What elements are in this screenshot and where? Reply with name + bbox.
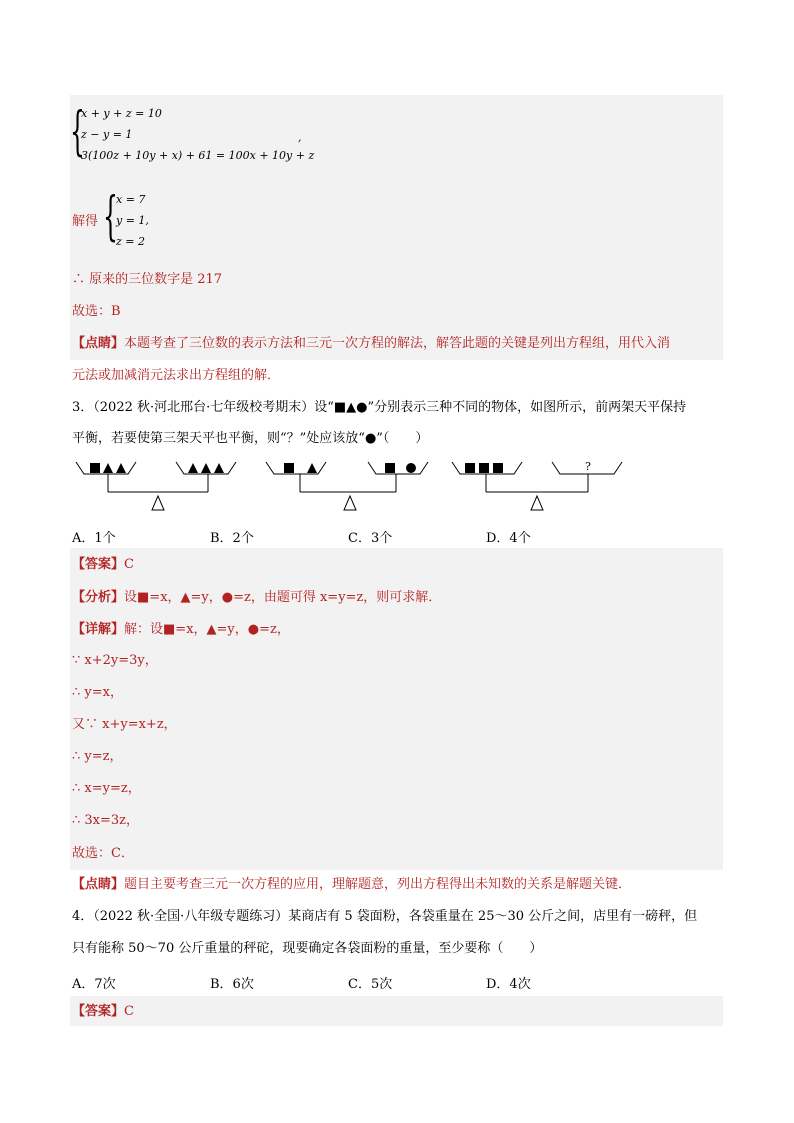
dianjing-text: 题目主要考查三元一次方程的应用，理解题意，列出方程得出未知数的关系是解题关键． — [124, 877, 632, 892]
square-shape — [465, 463, 475, 473]
analysis-line — [72, 590, 441, 606]
step-line: ∴ y=z， — [72, 749, 123, 764]
dianjing-text: 本题考查了三位数的表示方法和三元一次方程的解法，解答此题的关键是列出方程组，用代入消 — [124, 336, 671, 351]
dianjing-line-2: 元法或加减消元法求出方程组的解． — [72, 368, 281, 383]
solution-shade-top — [70, 95, 723, 360]
option-b[interactable]: B．6次 — [210, 977, 254, 992]
answer-line — [72, 557, 134, 573]
option-d[interactable]: D．4个 — [486, 531, 531, 546]
answer-value: C — [124, 1004, 134, 1019]
circle-shape — [406, 463, 416, 473]
step-line: ∴ y=x， — [72, 685, 123, 700]
equation-tail: , — [298, 131, 302, 144]
question-3-line-1: 3．（2022 秋·河北邢台·七年级校考期末）设“■▲●”分别表示三种不同的物体，如图所示，前两架天平保持 — [72, 400, 687, 415]
square-shape — [479, 463, 489, 473]
answer-value: C — [124, 557, 134, 572]
solve-label: 解得 — [72, 214, 99, 229]
solution-shade-q4 — [70, 996, 723, 1026]
question-4-line-2: 只有能称 50～70 公斤重量的秤砣，现要确定各袋面粉的重量，至少要称（ ） — [72, 941, 543, 956]
balance-scale-1 — [76, 462, 236, 510]
triangle-shape — [188, 463, 198, 473]
balance-scales-figure — [70, 458, 630, 520]
choose-line-c: 故选：C． — [72, 846, 134, 861]
left-brace: { — [70, 102, 85, 162]
result-line: ∴ 原来的三位数字是 217 — [72, 272, 223, 287]
dianjing-line-q3 — [72, 877, 631, 893]
equation-line: y = 1, — [116, 214, 149, 227]
triangle-shape — [214, 463, 224, 473]
question-mark: ? — [585, 460, 591, 473]
triangle-shape — [116, 463, 126, 473]
analysis-tag: 【分析】 — [72, 590, 125, 605]
dianjing-tag: 【点睛】 — [72, 336, 125, 351]
choose-line: 故选：B — [72, 304, 121, 319]
square-shape — [90, 463, 100, 473]
question-3-line-2: 平衡，若要使第三架天平也平衡，则“？”处应该放“●”（ ） — [72, 431, 429, 446]
option-c[interactable]: C．3个 — [348, 531, 393, 546]
triangle-shape — [103, 463, 113, 473]
question-4-line-1: 4．（2022 秋·全国·八年级专题练习）某商店有 5 袋面粉，各袋重量在 25～30 公斤之间，店里有一磅秤，但 — [72, 909, 698, 924]
balance-scale-2 — [266, 462, 428, 510]
detail-text: 解：设■=x，▲=y，●=z， — [124, 622, 290, 637]
option-a[interactable]: A．1个 — [72, 531, 116, 546]
equation-line: 3(100z + 10y + x) + 61 = 100x + 10y + z — [81, 149, 315, 162]
equation-line: x = 7 — [116, 193, 146, 206]
option-c[interactable]: C．5次 — [348, 977, 393, 992]
dianjing-tag: 【点睛】 — [72, 877, 125, 892]
step-line: ∴ x=y=z， — [72, 781, 141, 796]
balance-scale-3 — [452, 460, 622, 510]
step-line: ∵ x+2y=3y， — [72, 653, 158, 668]
option-a[interactable]: A．7次 — [72, 977, 116, 992]
step-line: ∴ 3x=3z， — [72, 813, 140, 828]
option-b[interactable]: B．2个 — [210, 531, 254, 546]
equation-line: z = 2 — [116, 235, 146, 248]
left-brace: { — [103, 187, 118, 247]
option-d[interactable]: D．4次 — [486, 977, 531, 992]
triangle-shape — [201, 463, 211, 473]
answer-tag: 【答案】 — [72, 557, 125, 572]
step-line: 又∵ x+y=x+z， — [72, 717, 177, 732]
equation-line: z − y = 1 — [81, 128, 133, 141]
equation-line: x + y + z = 10 — [81, 107, 162, 120]
detail-tag: 【详解】 — [72, 622, 125, 637]
square-shape — [284, 463, 294, 473]
square-shape — [385, 463, 395, 473]
dianjing-line-1 — [72, 336, 670, 352]
answer-line-q4 — [72, 1004, 134, 1020]
answer-tag: 【答案】 — [72, 1004, 125, 1019]
triangle-shape — [307, 463, 317, 473]
detail-line — [72, 622, 290, 638]
square-shape — [493, 463, 503, 473]
analysis-text: 设■=x，▲=y，●=z，由题可得 x=y=z，则可求解． — [124, 590, 442, 605]
